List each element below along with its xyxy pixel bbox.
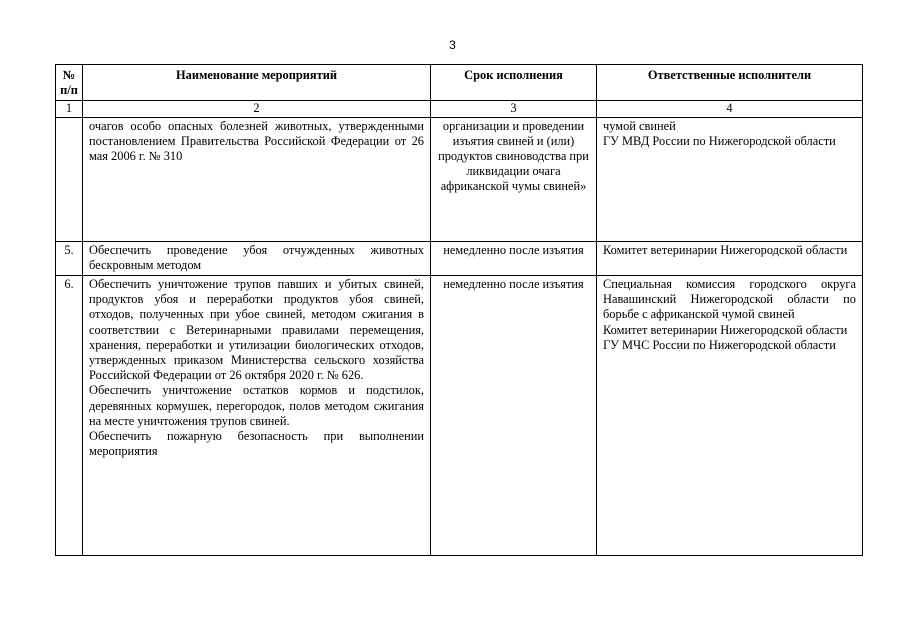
column-number: 3 <box>431 101 597 117</box>
row-number <box>56 117 83 241</box>
row-action <box>83 276 431 556</box>
responsible-text: чумой свиней <box>603 118 676 133</box>
responsible-text: Комитет ветеринарии Нижегородской области <box>603 322 848 337</box>
row-deadline: немедленно после изъятия <box>431 276 597 556</box>
row-responsible <box>597 276 863 556</box>
action-text: Обеспечить уничтожение остатков кормов и подстилок, деревянных кормушек, перегородок, полов методом сжигания на месте уничтожения трупов свиней. <box>89 383 424 428</box>
action-text: Обеспечить проведение убоя отчужденных животных бескровным методом <box>89 242 424 272</box>
table-header-row <box>56 65 863 101</box>
action-text: Обеспечить пожарную безопасность при выполнении мероприятия <box>89 429 424 459</box>
column-number-row <box>56 101 863 117</box>
action-text: очагов особо опасных болезней животных, утвержденными постановлением Правительства Российской Федерации от 26 мая 2006 г. № 310 <box>89 118 424 164</box>
column-number: 4 <box>597 101 863 117</box>
row-responsible <box>597 241 863 275</box>
column-number: 1 <box>56 101 83 117</box>
row-action <box>83 241 431 275</box>
header-deadline: Срок исполнения <box>431 65 597 101</box>
header-responsible: Ответственные исполнители <box>597 65 863 101</box>
table-row <box>56 276 863 556</box>
page-number: 3 <box>449 38 456 52</box>
action-text: Обеспечить уничтожение трупов павших и убитых свиней, продуктов убоя и переработки продуктов убоя свиней, отходов, полученных при убое свиней, методом сжигания в соответствии с Ветеринарными правилами перемещения, хранения, переработки и утилизации биологических отходов, утвержденных приказом Министерства сельского хозяйства Российской Федерации от 26 октября 2020 г. № 626. <box>89 277 424 383</box>
responsible-text: ГУ МВД России по Нижегородской области <box>603 133 836 148</box>
row-deadline: немедленно после изъятия <box>431 241 597 275</box>
measures-table <box>55 64 863 556</box>
row-number: 6. <box>56 276 83 556</box>
responsible-text: ГУ МЧС России по Нижегородской области <box>603 337 836 352</box>
responsible-text: Комитет ветеринарии Нижегородской области <box>603 242 848 257</box>
responsible-text: Специальная комиссия городского округа Навашинский Нижегородской области по борьбе с африканской чумой свиней <box>603 277 856 322</box>
row-deadline: организации и проведении изъятия свиней и (или) продуктов свиноводства при ликвидации очага африканской чумы свиней» <box>431 117 597 241</box>
row-responsible <box>597 117 863 241</box>
row-action <box>83 117 431 241</box>
column-number: 2 <box>83 101 431 117</box>
header-number: № п/п <box>56 65 83 101</box>
table-row <box>56 241 863 275</box>
header-measures: Наименование мероприятий <box>83 65 431 101</box>
table-row <box>56 117 863 241</box>
row-number: 5. <box>56 241 83 275</box>
